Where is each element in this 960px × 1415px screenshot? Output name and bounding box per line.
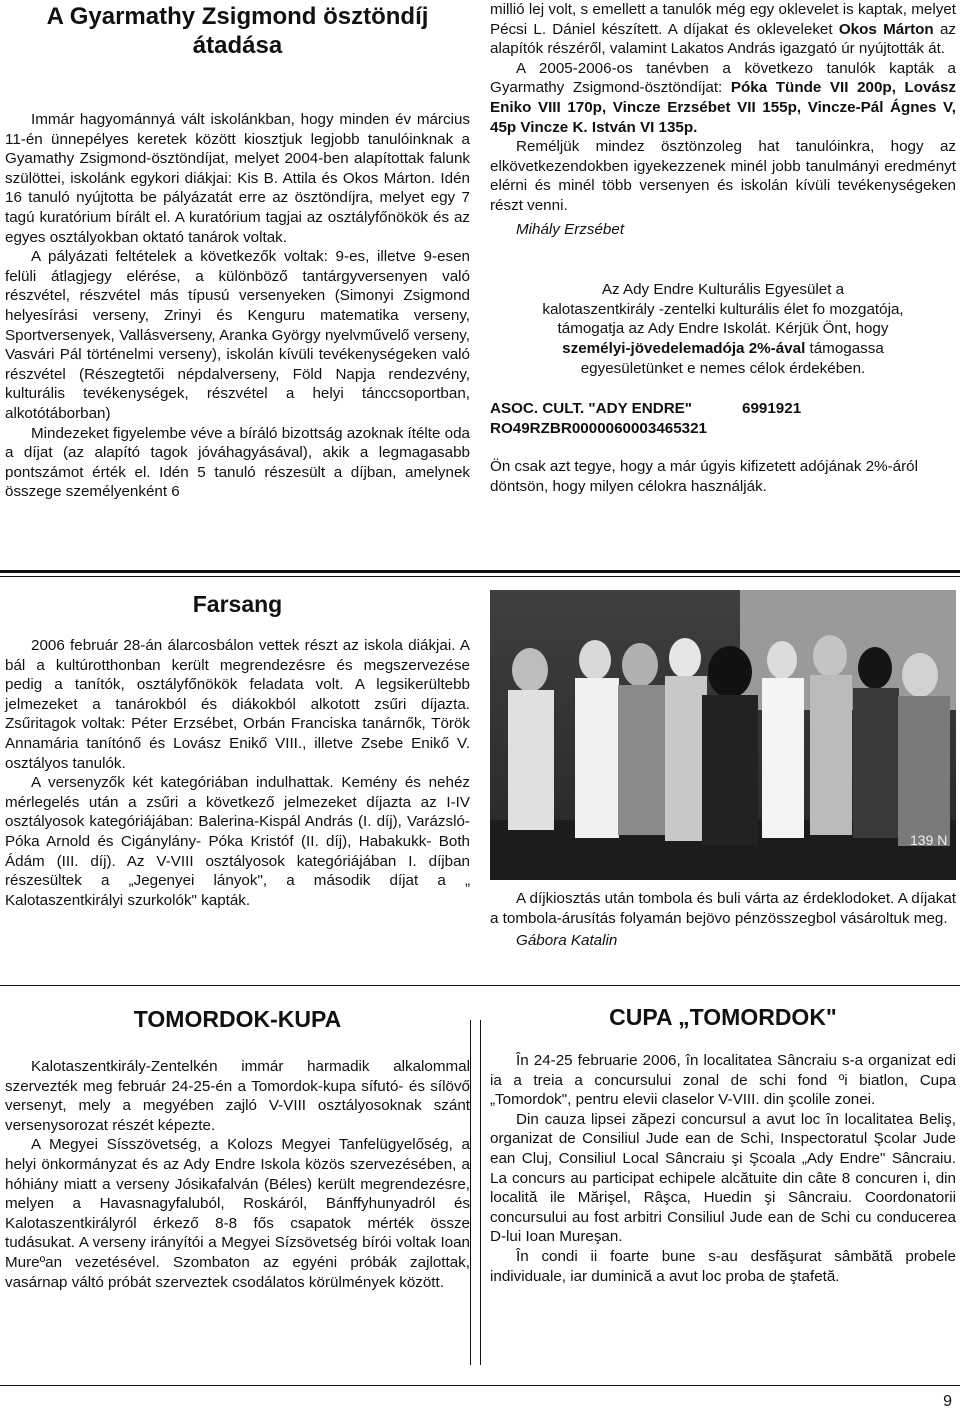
scholarship-paragraph-3: Mindezeket figyelembe véve a bíráló bizottság azoknak ítélte oda a díjat (az alapító tagok jóváhagyásával), akik a legmagasabb pontszámot érték el. Idén 5 tanuló részesült a díjban, amelynek összege személyenként 6 — [5, 424, 471, 501]
association-name-row — [490, 399, 956, 419]
scholarship-paragraph-6: Reméljük mindez ösztönzoleg hat tanulóinkra, hogy az elkövetkezendokben igyekezzenek minél jobb tanulmányi eredményt elérni és minél több versenyen és iskolán kívüli tevékenységeken részt venni. — [490, 138, 956, 214]
kupa-romanian-paragraph-3: În condi ii foarte bune s-au desfăşurat sâmbătă probele individuale, iar duminică a avut loc proba de ştafetă. — [490, 1247, 956, 1285]
section-divider-middle — [0, 985, 960, 986]
scholarship-p4-founder: Okos Márton — [838, 20, 934, 38]
section-divider-bottom — [0, 1385, 960, 1386]
association-name: ASOC. CULT. "ADY ENDRE" — [490, 400, 693, 418]
farsang-paragraph-1: 2006 február 28-án álarcosbálon vettek részt az iskola diákjai. A bál a kultúrotthonban került megrendezésre és megszervezése pedig a tanítók, osztályfőnökök feladata volt. A legsikerültebb jelmezeket a tanárokból és diákokból alkotott zsűri díjazta. Zsűritagok voltak: Péter Erzsébet, Orbán Franciska tanárnők, Török Annamária tanítónő és Lovász Enikő VIII., illetve Zsebe Enikő V. osztályos tanulók. — [5, 637, 470, 772]
kupa-romanian-article — [490, 1003, 956, 1286]
farsang-article — [5, 590, 470, 910]
scholarship-paragraph-4 — [490, 0, 956, 59]
association-line-3: támogatja az Ady Endre Iskolát. Kérjük Önt, hogy — [557, 320, 889, 338]
scholarship-paragraph-5 — [490, 59, 956, 137]
association-code: 6991921 — [742, 400, 802, 418]
kupa-hungarian-article — [5, 1005, 470, 1292]
kupa-hungarian-paragraph-1: Kalotaszentkirály-Zentelkén immár harmadik alkalommal szervezték meg február 24-25-én a Tomordok-kupa sífutó- és sílövő versenyt, mely a megyében zajló V-VIII osztályosoknak szánt versenysorozat részét képezte. — [5, 1058, 470, 1134]
association-line-5: egyesületünket e nemes célok érdekében. — [580, 359, 866, 377]
scholarship-paragraph-1: Immár hagyománnyá vált iskolánkban, hogy minden év március 11-én ünnepélyes keretek között kiosztjuk legjobb tanulóinknak a Gyamathy Zsigmond-ösztöndíjat, melyet 2004-ben alapítottak falunk szülöttei, iskolánk egykori diákjai: Kis B. Attila és Okos Márton. Idén 16 tanuló nyújtotta be pályázatát erre az ösztöndíjra, melyet egy 7 tagú kuratórium bírált el. A kuratórium tagjai az osztályfőnökök és az egyes osztályokban oktató tanárok voltak. — [5, 111, 470, 246]
scholarship-paragraph-2: A pályázati feltételek a következők voltak: 9-es, illetve 9-esen felüli átlagjegy elérése, a különböző tantárgyversenyen való részvétel, részvétel más típusú versenyeken (Simonyi Zsigmond helyesírási verseny, Zrinyi és Kenguru matematika verseny, Sportversenyek, Vallásverseny, Aranka György nyelvművelő verseny, Vasvári Pál történelmi verseny), iskolán kívüli tevékenységeken való részvétel (Részegtetői népdalverseny, Föld Napja rendezvény, kulturális tevékenységek, részvétel a helyi tánccsoportban, alkotótáborban) — [5, 248, 470, 422]
scholarship-winners: Póka Tünde VII 200p, Lovász Eniko VIII 170p, Vincze Erzsébet VII 155p, Vincze-Pál Ágnes V, 45p Vincze K. István VI 135p. — [490, 79, 956, 136]
farsang-caption: A díjkiosztás után tombola és buli várta az érdeklodoket. A díjakat a tombola-árusítás folyamán bejövo pénzösszegbol vásároltuk meg. — [490, 890, 956, 927]
section-divider-top-thin — [0, 576, 960, 577]
column-separator-right — [480, 1020, 481, 1365]
section-divider-top — [0, 570, 960, 573]
kupa-hungarian-title: TOMORDOK-KUPA — [133, 1006, 342, 1032]
column-separator-left — [470, 1020, 471, 1365]
farsang-paragraph-2: A versenyzők két kategóriában indulhattak. Kemény és nehéz mérlegelés után a zsűri a következő jelmezeket díjazta az I-IV osztályosok kategóriájában: Balerina-Kispál András (I. díj), Varázsló- Póka Arnold és Cigánylány- Póka Kristóf (II. díj), Habakukk- Both Ádám (III. díj). Az V-VIII osztályosok kategóriájában I. díjban részesültek a „Jegenyei lányok", a második díjat a „ Kalotaszentkirályi szurkolók" kapták. — [5, 774, 470, 909]
association-note: Ön csak azt tegye, hogy a már úgyis kifizetett adójának 2%-áról döntsön, hogy milyen célokra használják. — [490, 458, 918, 495]
association-line-2: kalotaszentkirály -zentelki kulturális élet fo mozgatója, — [542, 300, 904, 318]
scholarship-title: A Gyarmathy Zsigmond ösztöndíj átadása — [46, 3, 429, 59]
carnival-photo-illustration — [490, 590, 956, 880]
association-line-4 — [490, 339, 956, 359]
scholarship-p4-text-a: millió lej volt, s emellett a tanulók még egy oklevelet is kaptak, melyet Pécsi L. Dániel készített. A díjakat és okleveleket — [490, 1, 956, 38]
association-tax-share: személyi-jövedelemadója 2%-ával — [562, 339, 806, 357]
kupa-romanian-paragraph-2: Din cauza lipsei zăpezi concursul a avut loc în localitatea Beliş, organizat de Consiliul Jude ean de Schi, Inspectoratul Şcolar Jude ean Cluj, Consiliul Local Sâncraiu şi Şcoala „Ady Endre" Sâncraiu. La concurs au participat echipele alcătuite din câte 8 concuren i, din localită ile Mărişel, Râşca, Huedin şi Sâncraiu. Coordonatorii concursului au fost arbitri Consiliul Jude ean de Schi cu conducerea D-lui Ioan Mureşan. — [490, 1110, 956, 1246]
association-account — [490, 399, 956, 438]
association-box — [490, 280, 956, 378]
farsang-caption-block — [490, 889, 956, 951]
photo-sign-text: 139 N — [910, 832, 948, 848]
scholarship-signature: Mihály Erzsébet — [516, 220, 625, 238]
kupa-romanian-paragraph-1: În 24-25 februarie 2006, în localitatea Sâncraiu s-a organizat edi ia a treia a concursului zonal de schi fond ºi biatlon, Cupa „Tomordok", pentru elevii claselor V-VIII. din şcolile zonei. — [490, 1052, 956, 1109]
kupa-hungarian-paragraph-2: A Megyei Sísszövetség, a Kolozs Megyei Tanfelügyelőség, a helyi önkormányzat és az Ady Endre Iskola közös szervezésében, a hóhiány miatt a verseny Jósikafalván (Béles) került megrendezésre, melyen a Havasnagyfaluból, Roskáról, Bánffyhunyadról és Kalotaszentkirályról érkező 8-8 fős csapatok mérték össze tudásukat. A verseny irányítói a Megyei Sízsövetség bírói voltak Ioan Mureºan vezetésével. Szombaton az egyéni próbák zajlottak, vasárnap váltó próbát szerveztek csodálatos körülmények között. — [5, 1136, 470, 1291]
scholarship-article-right — [490, 0, 956, 496]
page-number: 9 — [943, 1393, 952, 1410]
kupa-romanian-title: CUPA „TOMORDOK" — [609, 1004, 837, 1030]
association-line-4-rest: támogassa — [805, 339, 884, 357]
farsang-title: Farsang — [192, 591, 283, 617]
scholarship-p4-text-c: az alapítók részéről, valamint Lakatos András igazgató úr nyújtották át. — [490, 20, 956, 58]
scholarship-article-left — [5, 2, 470, 502]
association-line-1: Az Ady Endre Kulturális Egyesület a — [601, 281, 845, 299]
carnival-photo — [490, 590, 956, 880]
association-iban: RO49RZBR0000060003465321 — [490, 419, 708, 437]
farsang-signature: Gábora Katalin — [516, 932, 618, 950]
scholarship-p5-text: A 2005-2006-os tanévben a következo tanulók kapták a Gyarmathy Zsigmond-ösztöndíjat: — [490, 59, 956, 97]
